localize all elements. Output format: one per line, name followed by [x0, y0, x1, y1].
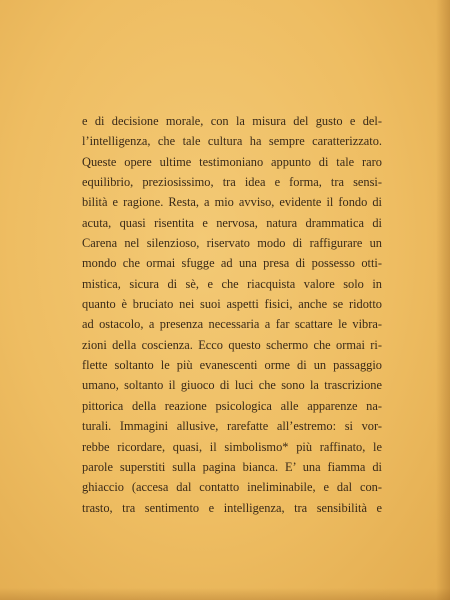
body-text — [82, 111, 382, 518]
text-line: Queste opere ultime testimoniano appunto di tale raro — [82, 154, 382, 169]
text-line: trasto, tra sentimento e intelligenza, tra sensibilità e — [82, 500, 382, 515]
text-line: Carena nel silenzioso, riservato modo di raffigurare un — [82, 236, 382, 251]
text-line: ghiaccio (accesa dal contatto ineliminabile, e dal con- — [82, 480, 382, 495]
text-line: equilibrio, preziosissimo, tra idea e forma, tra sensi- — [82, 175, 382, 190]
text-line: mondo che ormai sfugge ad una presa di possesso otti- — [82, 256, 382, 271]
text-line: flette soltanto le più evanescenti orme di un passaggio — [82, 358, 382, 373]
text-line: umano, soltanto il giuoco di luci che sono la trascrizione — [82, 378, 382, 393]
page-edge-shadow — [0, 588, 450, 600]
page-edge-shadow — [436, 0, 450, 600]
text-line: pittorica della reazione psicologica alle apparenze na- — [82, 398, 382, 413]
text-line: zioni della coscienza. Ecco questo schermo che ormai ri- — [82, 337, 382, 352]
text-line: l’intelligenza, che tale cultura ha sempre caratterizzato. — [82, 134, 382, 149]
text-line: e di decisione morale, con la misura del gusto e del- — [82, 114, 382, 128]
text-line: quanto è bruciato nei suoi aspetti fisici, anche se ridotto — [82, 297, 382, 312]
text-line: turali. Immagini allusive, rarefatte all’estremo: si vor- — [82, 419, 382, 434]
text-line: ad ostacolo, a presenza necessaria a far scattare le vibra- — [82, 317, 382, 332]
text-line: parole superstiti sulla pagina bianca. E’ una fiamma di — [82, 459, 382, 474]
text-line: acuta, quasi risentita e nervosa, natura drammatica di — [82, 215, 382, 230]
text-line: rebbe ricordare, quasi, il simbolismo* più raffinato, le — [82, 439, 382, 454]
text-line: mistica, sicura di sè, e che riacquista valore solo in — [82, 276, 382, 291]
text-line: bilità e ragione. Resta, a mio avviso, evidente il fondo di — [82, 195, 382, 210]
